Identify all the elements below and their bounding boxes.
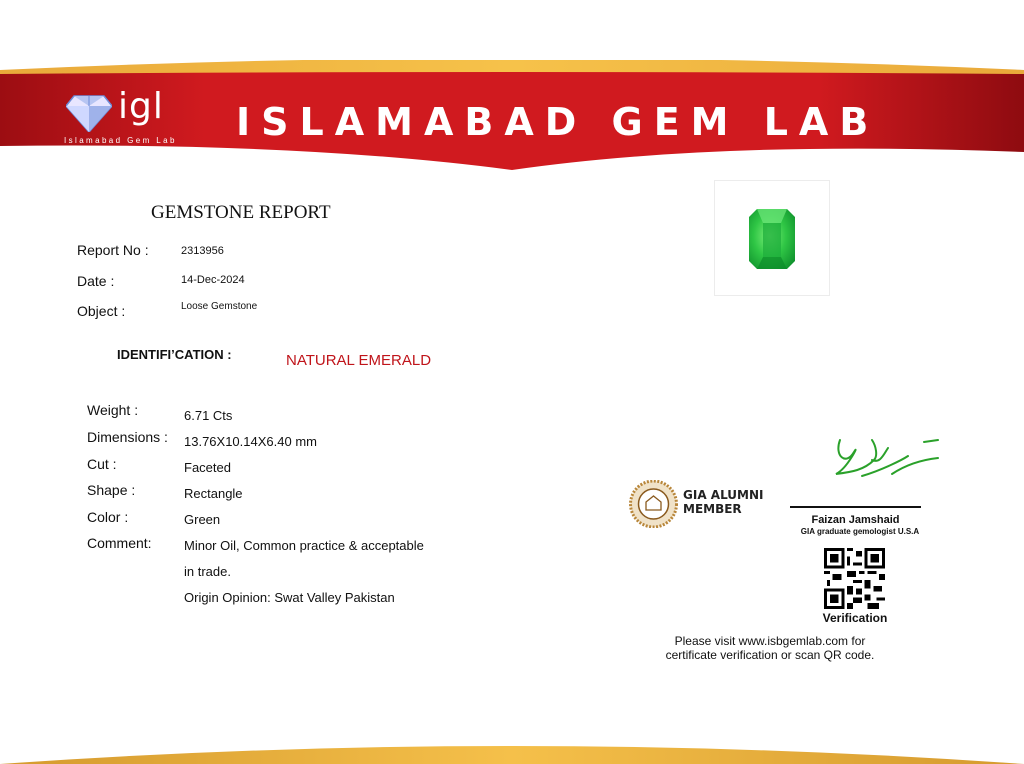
brand-logo-text: igl <box>118 86 164 127</box>
color-label: Color : <box>87 509 129 525</box>
comment-continuation: in trade. <box>184 564 231 579</box>
verification-note-line-1: Please visit www.isbgemlab.com for <box>674 634 866 648</box>
brand-subtitle: Islamabad Gem Lab <box>64 136 177 145</box>
identification-label: IDENTIFI’CATION : <box>117 347 232 362</box>
gia-line-1: GIA ALUMNI <box>683 488 764 502</box>
verification-note <box>620 634 920 662</box>
date-label: Date : <box>77 273 115 289</box>
report-title: GEMSTONE REPORT <box>151 202 331 223</box>
object-label: Object : <box>77 303 126 319</box>
emerald-gem-image <box>715 181 829 295</box>
weight-value: 6.71 Cts <box>184 408 233 423</box>
lab-title: ISLAMABAD GEM LAB <box>236 100 880 144</box>
cut-label: Cut : <box>87 456 117 472</box>
signature-image <box>832 430 940 488</box>
gia-seal-icon <box>628 480 679 528</box>
dimensions-label: Dimensions : <box>87 429 168 445</box>
object-value: Loose Gemstone <box>181 301 258 312</box>
report-no-label: Report No : <box>77 242 149 258</box>
diamond-logo-icon <box>66 92 112 132</box>
dimensions-value: 13.76X10.14X6.40 mm <box>184 434 317 449</box>
origin-opinion: Origin Opinion: Swat Valley Pakistan <box>184 590 395 605</box>
comment-label: Comment: <box>87 535 152 551</box>
cut-value: Faceted <box>184 460 231 475</box>
qr-code-icon[interactable] <box>823 548 886 609</box>
weight-label: Weight : <box>87 402 139 418</box>
shape-value: Rectangle <box>184 486 243 501</box>
signature-line <box>790 506 921 508</box>
date-value: 14-Dec-2024 <box>181 274 245 286</box>
gia-line-2: MEMBER <box>683 502 742 516</box>
signatory-name: Faizan Jamshaid <box>811 514 900 526</box>
identification-value: NATURAL EMERALD <box>286 352 432 369</box>
report-no-value: 2313956 <box>181 245 224 257</box>
color-value: Green <box>184 512 221 527</box>
gia-alumni-member <box>683 488 763 516</box>
verification-label: Verification <box>822 611 888 625</box>
shape-label: Shape : <box>87 482 136 498</box>
signatory-title: GIA graduate gemologist U.S.A <box>800 527 920 536</box>
verification-note-line-2: certificate verification or scan QR code. <box>665 648 875 662</box>
comment-value: Minor Oil, Common practice & acceptable <box>184 538 424 553</box>
footer-band <box>0 736 1024 764</box>
gemstone-photo-frame <box>714 180 830 296</box>
